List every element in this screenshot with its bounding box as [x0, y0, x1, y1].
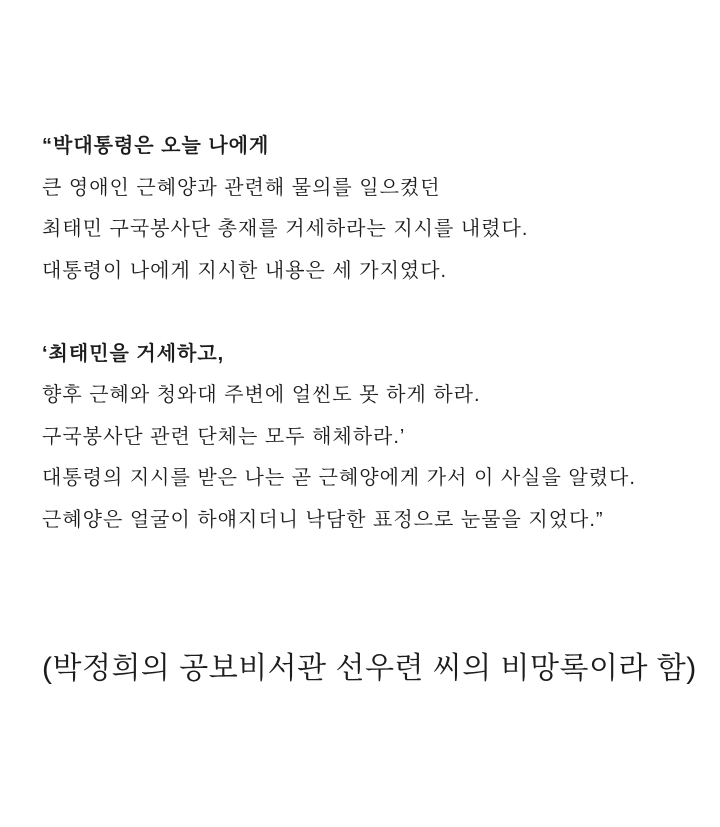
quote-paragraph-2-line-2: 구국봉사단 관련 단체는 모두 해체하라.’ — [42, 425, 406, 448]
quote-paragraph-2-heading: ‘최태민을 거세하고, — [42, 342, 225, 365]
memoir-source-caption: (박정희의 공보비서관 선우련 씨의 비망록이라 함) — [42, 652, 697, 685]
memoir-quote-block — [42, 126, 690, 541]
quote-paragraph-2-line-4: 근혜양은 얼굴이 하얘지더니 낙담한 표정으로 눈물을 지었다.” — [42, 508, 604, 531]
quote-paragraph-1-line-1: 큰 영애인 근혜양과 관련해 물의를 일으켰던 — [42, 176, 441, 199]
quote-paragraph-1-line-2: 최태민 구국봉사단 총재를 거세하라는 지시를 내렸다. — [42, 218, 529, 240]
quote-paragraph-1-heading: “박대통령은 오늘 나에게 — [42, 135, 270, 157]
quote-paragraph-2-line-3: 대통령의 지시를 받은 나는 곧 근혜양에게 가서 이 사실을 알렸다. — [42, 467, 636, 489]
quote-paragraph-2-line-1: 향후 근혜와 청와대 주변에 얼씬도 못 하게 하라. — [42, 384, 481, 406]
quote-paragraph-1 — [42, 126, 690, 292]
quote-paragraph-2 — [42, 334, 690, 542]
quote-paragraph-1-line-3: 대통령이 나에게 지시한 내용은 세 가지였다. — [42, 259, 448, 282]
